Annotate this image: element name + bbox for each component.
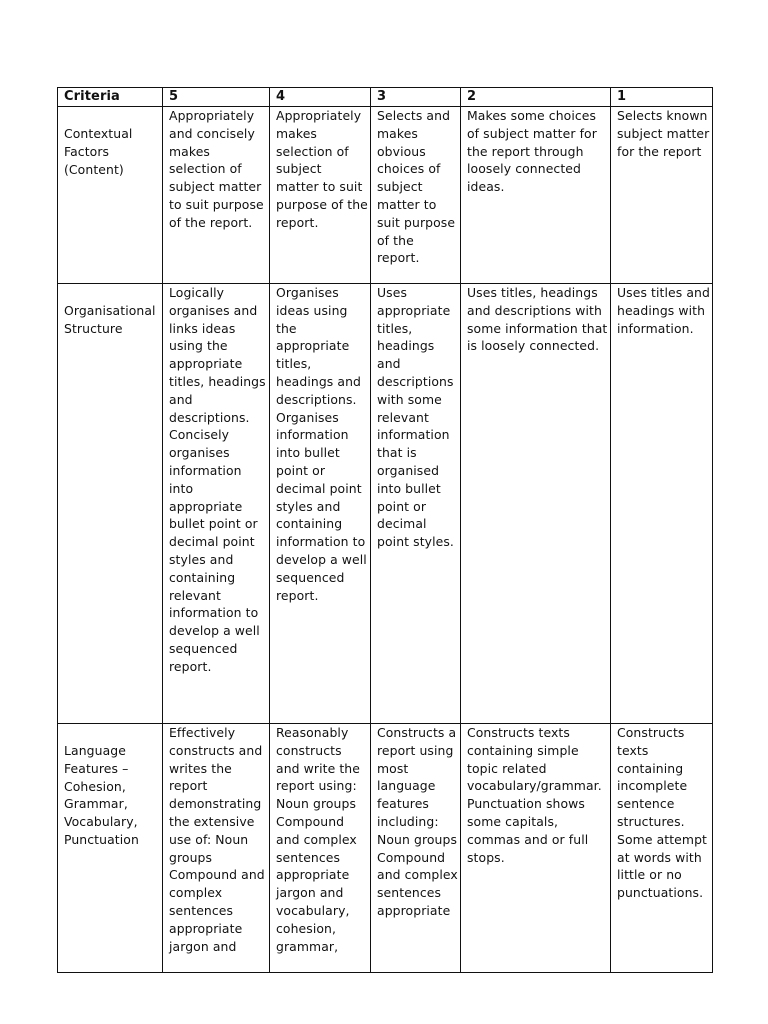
descriptor-text: Constructs texts containing simple topic related vocabulary/grammar. Punctuation shows some capitals, commas and or full stops.	[467, 725, 602, 865]
descriptor-text: Constructs texts containing incomplete sentence structures. Some attempt at words with little or no punctuations.	[617, 725, 708, 901]
descriptor-cell	[611, 724, 713, 973]
criteria-label: Organisational Structure	[64, 303, 156, 336]
descriptor-text: Logically organises and links ideas using the appropriate titles, headings and descriptions. Concisely organises information into appropriate bullet point or decimal point styles and containing relevant information to develop a well sequenced report.	[169, 285, 266, 674]
descriptor-cell	[163, 284, 270, 724]
criteria-cell	[58, 724, 163, 973]
descriptor-cell	[371, 284, 461, 724]
descriptor-cell	[461, 107, 611, 284]
criteria-label: Contextual Factors (Content)	[64, 126, 133, 177]
descriptor-cell	[270, 724, 371, 973]
descriptor-cell	[611, 284, 713, 724]
descriptor-text: Selects and makes obvious choices of subject matter to suit purpose of the report.	[377, 108, 456, 266]
header-score-2: 2	[461, 88, 611, 107]
criteria-cell	[58, 107, 163, 284]
descriptor-text: Selects known subject matter for the report	[617, 108, 710, 159]
descriptor-cell	[163, 724, 270, 973]
descriptor-text: Uses titles and headings with information.	[617, 285, 710, 336]
descriptor-cell	[371, 107, 461, 284]
header-score-4: 4	[270, 88, 371, 107]
table-row	[58, 107, 713, 284]
header-score-3: 3	[371, 88, 461, 107]
descriptor-text: Appropriately makes selection of subject matter to suit purpose of the report.	[276, 108, 368, 230]
descriptor-text: Makes some choices of subject matter for the report through loosely connected ideas.	[467, 108, 597, 195]
rubric-table	[57, 87, 713, 973]
descriptor-text: Uses appropriate titles, headings and descriptions with some relevant information that is organised into bullet point or decimal point styles.	[377, 285, 454, 550]
descriptor-cell	[270, 107, 371, 284]
header-score-1: 1	[611, 88, 713, 107]
descriptor-text: Constructs a report using most language features including: Noun groups Compound and complex sentences appropriate	[377, 725, 458, 918]
descriptor-cell	[461, 724, 611, 973]
descriptor-cell	[163, 107, 270, 284]
descriptor-cell	[371, 724, 461, 973]
table-row	[58, 284, 713, 724]
criteria-cell	[58, 284, 163, 724]
header-criteria: Criteria	[58, 88, 163, 107]
table-row	[58, 724, 713, 973]
descriptor-text: Uses titles, headings and descriptions with some information that is loosely connected.	[467, 285, 608, 354]
descriptor-text: Effectively constructs and writes the report demonstrating the extensive use of: Noun groups Compound and complex sentences appropriate jargon and	[169, 725, 265, 954]
criteria-label: Language Features – Cohesion, Grammar, Vocabulary, Punctuation	[64, 743, 139, 847]
descriptor-text: Reasonably constructs and write the report using: Noun groups Compound and complex sentences appropriate jargon and vocabulary, cohesion, grammar,	[276, 725, 360, 954]
descriptor-cell	[611, 107, 713, 284]
descriptor-cell	[461, 284, 611, 724]
header-score-5: 5	[163, 88, 270, 107]
descriptor-cell	[270, 284, 371, 724]
descriptor-text: Organises ideas using the appropriate titles, headings and descriptions. Organises information into bullet point or decimal point styles and containing information to develop a well sequenced report.	[276, 285, 367, 603]
header-row	[58, 88, 713, 107]
descriptor-text: Appropriately and concisely makes selection of subject matter to suit purpose of the report.	[169, 108, 264, 230]
